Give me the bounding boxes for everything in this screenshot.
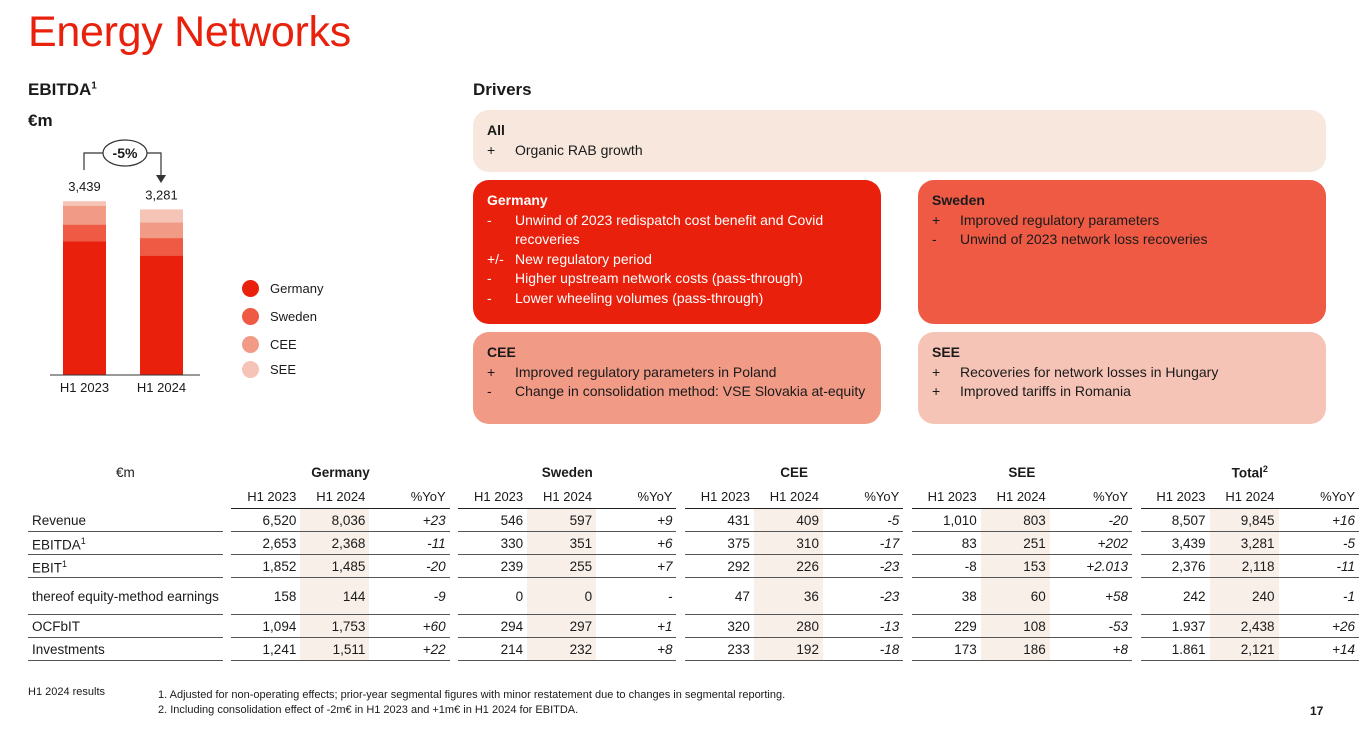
column-gap: [450, 509, 458, 532]
value-cell: 1.937: [1141, 615, 1210, 638]
group-header-see: [912, 460, 1132, 484]
yoy-cell: -23: [823, 555, 903, 578]
column-header: %YoY: [1279, 484, 1359, 509]
driver-item: [932, 363, 1312, 383]
driver-item: [487, 382, 867, 402]
driver-sign: +: [932, 211, 941, 228]
value-cell: 240: [1210, 578, 1279, 615]
yoy-cell: -11: [1279, 555, 1359, 578]
bar-segment-see-1: [63, 201, 106, 206]
column-gap: [223, 460, 231, 484]
column-header: H1 2024: [300, 484, 369, 509]
column-gap: [1132, 615, 1140, 638]
yoy-cell: -53: [1050, 615, 1132, 638]
bar-segment-see-2: [140, 209, 183, 222]
legend-swatch-sweden: [242, 308, 259, 325]
group-header-text: SEE: [1008, 464, 1036, 480]
driver-card-title: Sweden: [932, 192, 985, 208]
value-cell: 280: [754, 615, 823, 638]
legend-item-see: [242, 361, 296, 378]
driver-text: Improved regulatory parameters in Poland: [515, 363, 777, 380]
footnote-1: 1. Adjusted for non-operating effects; prior-year segmental figures with minor restatement due to changes in segmental reporting.: [158, 689, 786, 701]
group-header-text: Total: [1231, 465, 1263, 481]
driver-sign: +/-: [487, 250, 504, 267]
value-cell: 1,010: [912, 509, 981, 532]
column-gap: [450, 484, 458, 509]
table-group-header: [28, 460, 1359, 484]
value-cell: 47: [685, 578, 754, 615]
yoy-cell: -9: [369, 578, 449, 615]
row-label: [28, 509, 223, 532]
value-cell: 36: [754, 578, 823, 615]
column-gap: [903, 578, 911, 615]
value-cell: 2,368: [300, 532, 369, 555]
value-cell: 251: [981, 532, 1050, 555]
driver-text: Change in consolidation method: VSE Slovakia at-equity: [515, 383, 866, 399]
legend-label: SEE: [270, 362, 297, 377]
row-label: [28, 532, 223, 555]
group-header-germany: [231, 460, 449, 484]
value-cell: 431: [685, 509, 754, 532]
column-gap: [1132, 578, 1140, 615]
value-cell: 233: [685, 638, 754, 661]
legend-item-sweden: [242, 308, 317, 325]
yoy-cell: +2.013: [1050, 555, 1132, 578]
bar-segment-germany-1: [63, 241, 106, 376]
yoy-cell: -11: [369, 532, 449, 555]
yoy-cell: +9: [596, 509, 676, 532]
value-cell: 6,520: [231, 509, 300, 532]
legend-swatch-germany: [242, 280, 259, 297]
row-label-text: thereof equity-method earnings: [32, 588, 219, 604]
driver-item: [487, 363, 867, 383]
column-gap: [450, 555, 458, 578]
yoy-cell: -1: [1279, 578, 1359, 615]
yoy-cell: -5: [823, 509, 903, 532]
column-gap: [1132, 555, 1140, 578]
footer-label: H1 2024 results: [28, 686, 106, 698]
column-header: %YoY: [823, 484, 903, 509]
column-header: H1 2024: [754, 484, 823, 509]
value-cell: 2,438: [1210, 615, 1279, 638]
value-cell: 8,507: [1141, 509, 1210, 532]
yoy-cell: +1: [596, 615, 676, 638]
column-header: %YoY: [596, 484, 676, 509]
legend-swatch-cee: [242, 336, 259, 353]
unit-label: €m: [28, 111, 53, 130]
group-header-cee: [685, 460, 903, 484]
driver-card-title: Germany: [487, 192, 548, 208]
value-cell: 38: [912, 578, 981, 615]
column-gap: [676, 578, 684, 615]
column-gap: [223, 615, 231, 638]
driver-item: [932, 382, 1312, 402]
column-gap: [676, 484, 684, 509]
group-header-total: [1141, 460, 1359, 484]
row-label: [28, 555, 223, 578]
driver-sign: -: [932, 231, 937, 247]
group-header-sweden: [458, 460, 676, 484]
value-cell: 294: [458, 615, 527, 638]
value-cell: 108: [981, 615, 1050, 638]
column-header: H1 2023: [1141, 484, 1210, 509]
page-title: Energy Networks: [28, 8, 351, 56]
driver-item: [487, 211, 867, 250]
column-gap: [676, 532, 684, 555]
yoy-cell: -20: [369, 555, 449, 578]
value-cell: 232: [527, 638, 596, 661]
value-cell: 153: [981, 555, 1050, 578]
value-cell: 297: [527, 615, 596, 638]
driver-sign: -: [487, 383, 492, 399]
yoy-cell: +6: [596, 532, 676, 555]
value-cell: 320: [685, 615, 754, 638]
change-arrow-icon: [156, 175, 166, 183]
yoy-cell: +202: [1050, 532, 1132, 555]
driver-card-all: [473, 110, 1326, 172]
value-cell: 1,511: [300, 638, 369, 661]
table-corner: [28, 484, 223, 509]
row-label: [28, 615, 223, 638]
yoy-cell: -: [596, 578, 676, 615]
yoy-cell: -18: [823, 638, 903, 661]
column-gap: [223, 555, 231, 578]
column-gap: [676, 460, 684, 484]
value-cell: 375: [685, 532, 754, 555]
column-gap: [450, 638, 458, 661]
value-cell: 0: [458, 578, 527, 615]
category-label-1: H1 2023: [59, 380, 110, 395]
driver-text: Improved tariffs in Romania: [960, 383, 1131, 399]
value-cell: 351: [527, 532, 596, 555]
value-cell: 2,121: [1210, 638, 1279, 661]
value-cell: 83: [912, 532, 981, 555]
yoy-cell: -17: [823, 532, 903, 555]
yoy-cell: +22: [369, 638, 449, 661]
driver-item: [487, 269, 867, 289]
group-header-text: Germany: [311, 464, 370, 480]
driver-card-sweden: [918, 180, 1326, 324]
column-gap: [1132, 532, 1140, 555]
drivers-heading: Drivers: [473, 80, 532, 99]
column-gap: [903, 555, 911, 578]
ebitda-heading-text: EBITDA: [28, 80, 92, 99]
driver-sign: +: [487, 141, 496, 158]
row-label-text: Investments: [32, 641, 105, 657]
value-cell: 1,485: [300, 555, 369, 578]
driver-item: [487, 250, 867, 270]
bar-total-label-2: 3,281: [145, 187, 178, 203]
bar-segment-cee-1: [63, 205, 106, 224]
segment-financials-table: [28, 460, 1359, 661]
table-row: [28, 532, 1359, 555]
row-label-text: Revenue: [32, 512, 87, 528]
column-gap: [903, 460, 911, 484]
driver-sign: -: [487, 289, 492, 306]
driver-text: Recoveries for network losses in Hungary: [960, 363, 1219, 380]
value-cell: 546: [458, 509, 527, 532]
column-gap: [1132, 638, 1140, 661]
yoy-cell: +26: [1279, 615, 1359, 638]
table-row: [28, 615, 1359, 638]
value-cell: 239: [458, 555, 527, 578]
driver-text: Improved regulatory parameters: [960, 211, 1160, 228]
driver-card-germany: [473, 180, 881, 324]
column-gap: [903, 484, 911, 509]
value-cell: 1,852: [231, 555, 300, 578]
value-cell: 0: [527, 578, 596, 615]
yoy-cell: +60: [369, 615, 449, 638]
table-row: [28, 555, 1359, 578]
value-cell: 214: [458, 638, 527, 661]
column-header: H1 2024: [981, 484, 1050, 509]
column-gap: [676, 509, 684, 532]
driver-text: Lower wheeling volumes (pass-through): [515, 289, 764, 306]
column-header: %YoY: [1050, 484, 1132, 509]
row-footnote-ref: 1: [62, 558, 68, 569]
driver-item: [487, 141, 1312, 161]
column-gap: [676, 615, 684, 638]
legend-item-germany: [242, 280, 323, 297]
driver-card-see: [918, 332, 1326, 424]
column-header: %YoY: [369, 484, 449, 509]
driver-sign: +: [487, 363, 496, 380]
column-gap: [676, 555, 684, 578]
yoy-cell: +16: [1279, 509, 1359, 532]
value-cell: 255: [527, 555, 596, 578]
value-cell: 144: [300, 578, 369, 615]
value-cell: 186: [981, 638, 1050, 661]
value-cell: 3,439: [1141, 532, 1210, 555]
value-cell: 158: [231, 578, 300, 615]
driver-sign: -: [487, 211, 492, 228]
yoy-cell: +7: [596, 555, 676, 578]
value-cell: 310: [754, 532, 823, 555]
category-label-2: H1 2024: [136, 380, 187, 395]
column-header: H1 2023: [231, 484, 300, 509]
driver-item: [932, 211, 1312, 231]
column-gap: [903, 615, 911, 638]
column-gap: [1132, 484, 1140, 509]
row-label-text: OCFbIT: [32, 618, 81, 634]
page-number: 17: [1310, 704, 1324, 718]
column-gap: [1132, 460, 1140, 484]
value-cell: 292: [685, 555, 754, 578]
driver-text: Unwind of 2023 redispatch cost benefit and Covid recoveries: [515, 211, 824, 247]
value-cell: 409: [754, 509, 823, 532]
column-gap: [223, 509, 231, 532]
yoy-cell: +23: [369, 509, 449, 532]
bar-segment-germany-2: [140, 255, 183, 375]
bar-segment-sweden-2: [140, 238, 183, 256]
value-cell: 9,845: [1210, 509, 1279, 532]
yoy-cell: +8: [1050, 638, 1132, 661]
driver-card-title: All: [487, 122, 505, 138]
ebitda-footnote-ref: 1: [91, 80, 97, 92]
column-gap: [903, 532, 911, 555]
table-row: [28, 578, 1359, 615]
value-cell: 8,036: [300, 509, 369, 532]
value-cell: 803: [981, 509, 1050, 532]
table-row: [28, 509, 1359, 532]
column-header: H1 2024: [1210, 484, 1279, 509]
row-footnote-ref: 1: [80, 535, 86, 546]
yoy-cell: +14: [1279, 638, 1359, 661]
row-label-text: EBITDA: [32, 537, 81, 553]
column-gap: [223, 484, 231, 509]
yoy-cell: -20: [1050, 509, 1132, 532]
value-cell: 2,376: [1141, 555, 1210, 578]
legend-item-cee: [242, 336, 297, 353]
value-cell: -8: [912, 555, 981, 578]
row-label-text: EBIT: [32, 560, 63, 576]
row-label: [28, 578, 223, 615]
table-row: [28, 638, 1359, 661]
column-gap: [223, 532, 231, 555]
bar-total-label-1: 3,439: [68, 179, 101, 195]
ebitda-stacked-bar-chart: [28, 120, 248, 405]
value-cell: 1,094: [231, 615, 300, 638]
driver-text: Organic RAB growth: [515, 141, 643, 158]
yoy-cell: -23: [823, 578, 903, 615]
driver-text: Higher upstream network costs (pass-through): [515, 270, 803, 286]
driver-sign: +: [932, 363, 941, 380]
legend-label: Germany: [270, 281, 324, 296]
total-footnote-ref: 2: [1262, 463, 1268, 474]
value-cell: 597: [527, 509, 596, 532]
driver-sign: -: [487, 270, 492, 286]
value-cell: 1.861: [1141, 638, 1210, 661]
driver-text: New regulatory period: [515, 250, 652, 267]
driver-sign: +: [932, 383, 941, 399]
value-cell: 3,281: [1210, 532, 1279, 555]
column-header: H1 2023: [912, 484, 981, 509]
legend-label: CEE: [270, 337, 297, 352]
column-gap: [903, 638, 911, 661]
footnote-2: 2. Including consolidation effect of -2m€ in H1 2023 and +1m€ in H1 2024 for EBITDA.: [158, 704, 579, 716]
column-header: H1 2023: [458, 484, 527, 509]
value-cell: 242: [1141, 578, 1210, 615]
table-unit-label: €m: [116, 464, 135, 480]
footnotes: [158, 688, 785, 718]
driver-card-title: SEE: [932, 344, 961, 360]
value-cell: 229: [912, 615, 981, 638]
value-cell: 1,753: [300, 615, 369, 638]
yoy-cell: +8: [596, 638, 676, 661]
value-cell: 226: [754, 555, 823, 578]
column-gap: [450, 578, 458, 615]
driver-card-title: CEE: [487, 344, 516, 360]
row-label: [28, 638, 223, 661]
value-cell: 60: [981, 578, 1050, 615]
bar-segment-sweden-1: [63, 224, 106, 241]
value-cell: 1,241: [231, 638, 300, 661]
column-gap: [450, 460, 458, 484]
column-gap: [223, 578, 231, 615]
yoy-cell: -13: [823, 615, 903, 638]
yoy-cell: -5: [1279, 532, 1359, 555]
driver-item: [487, 289, 867, 309]
column-gap: [903, 509, 911, 532]
bar-segment-cee-2: [140, 222, 183, 238]
group-header-text: Sweden: [541, 464, 593, 480]
column-header: H1 2023: [685, 484, 754, 509]
column-gap: [450, 615, 458, 638]
value-cell: 2,118: [1210, 555, 1279, 578]
column-gap: [223, 638, 231, 661]
column-gap: [450, 532, 458, 555]
driver-item: [932, 230, 1312, 250]
group-header-text: CEE: [780, 464, 808, 480]
legend-swatch-see: [242, 361, 259, 378]
column-gap: [1132, 509, 1140, 532]
table-sub-header: [28, 484, 1359, 509]
value-cell: 2,653: [231, 532, 300, 555]
column-header: H1 2024: [527, 484, 596, 509]
value-cell: 192: [754, 638, 823, 661]
driver-text: Unwind of 2023 network loss recoveries: [960, 231, 1208, 247]
ebitda-heading: [28, 80, 97, 100]
legend-label: Sweden: [270, 309, 317, 324]
column-gap: [676, 638, 684, 661]
yoy-cell: +58: [1050, 578, 1132, 615]
value-cell: 173: [912, 638, 981, 661]
driver-card-cee: [473, 332, 881, 424]
change-label: -5%: [112, 145, 138, 161]
value-cell: 330: [458, 532, 527, 555]
